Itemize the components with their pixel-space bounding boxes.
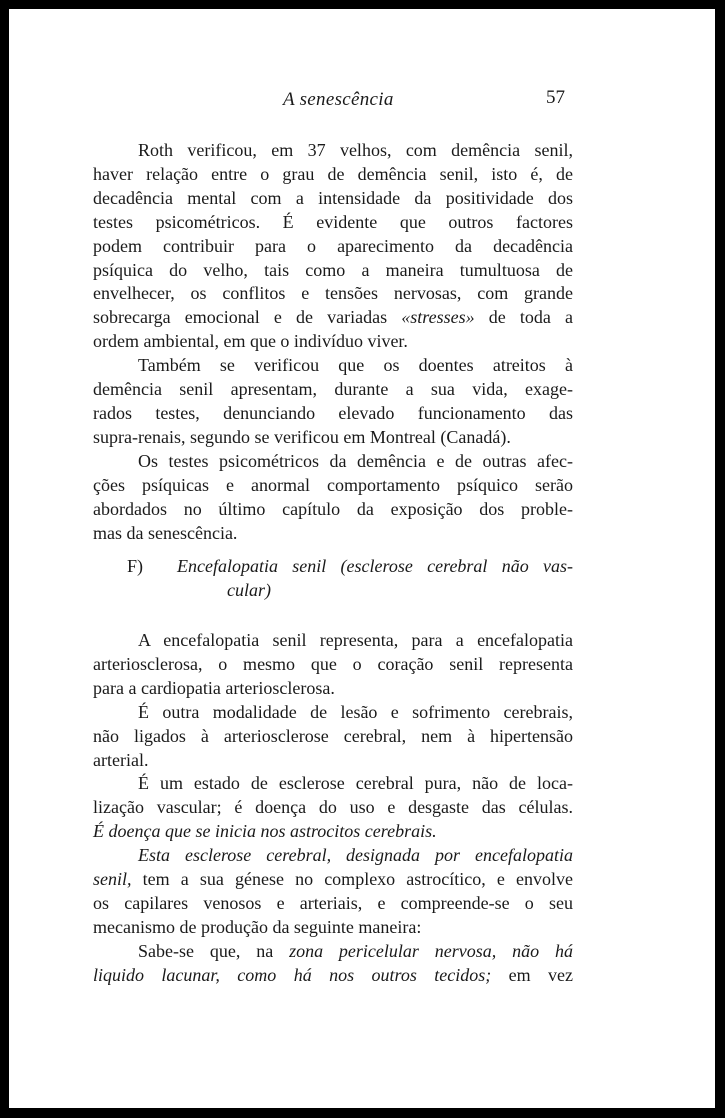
text-line: Esta esclerose cerebral, designada por encefalopatia [138, 845, 573, 866]
text-line: demência senil apresentam, durante a sua vida, exage- [93, 379, 573, 400]
paragraph [93, 701, 573, 773]
text-line: decadência mental com a intensidade da positividade dos [93, 187, 573, 208]
text-block-encephalopathy [93, 629, 573, 988]
paragraph [93, 450, 573, 546]
text-line: Os testes psicométricos da demência e de outras afec- [138, 450, 573, 471]
text-line [93, 940, 573, 964]
text-line: não ligados à arteriosclerose cerebral, nem à hipertensão [93, 725, 573, 746]
text-line: haver relação entre o grau de demência senil, isto é, de [93, 163, 573, 184]
text-line: rados testes, denunciando elevado funcionamento das [93, 402, 573, 423]
text-run: de toda a [474, 307, 574, 328]
emphasis: «stresses» [401, 307, 475, 328]
emphasis: zona pericelular nervosa, não há [289, 940, 573, 961]
text-line: ordem ambiental, em que o indivíduo viver. [93, 331, 408, 352]
text-line [93, 964, 573, 988]
text-line: para a cardiopatia arteriosclerosa. [93, 677, 335, 698]
text-line: supra-renais, segundo se verificou em Montreal (Canadá). [93, 426, 511, 447]
document-page [9, 9, 715, 1108]
text-line: Também se verificou que os doentes atreitos à [138, 355, 573, 376]
text-line [93, 868, 573, 892]
text-line [93, 306, 573, 330]
text-line: Roth verificou, em 37 velhos, com demência senil, [138, 140, 573, 160]
text-line: os capilares venosos e arteriais, e compreende-se o seu [93, 892, 573, 913]
text-line: cular) [227, 580, 271, 600]
text-line: podem contribuir para o aparecimento da decadência [93, 235, 573, 256]
text-line: envelhecer, os conflitos e tensões nervosas, com grande [93, 283, 573, 304]
text-line: mecanismo de produção da seguinte maneira: [93, 916, 422, 937]
text-run: sobrecarga emocional e de variadas [93, 307, 402, 328]
text-block-senile-dementia [93, 139, 573, 545]
page-number: 57 [546, 87, 565, 108]
text-line: arteriosclerosa, o mesmo que o coração senil representa [93, 653, 573, 674]
text-line: lização vascular; é doença do uso e desgaste das células. [93, 797, 573, 818]
paragraph [93, 844, 573, 940]
paragraph [93, 772, 573, 844]
running-title: A senescência [283, 89, 394, 110]
text-line: abordados no último capítulo da exposição dos proble- [93, 498, 573, 519]
text-line: arterial. [93, 749, 149, 770]
text-line: É um estado de esclerose cerebral pura, não de loca- [138, 773, 573, 794]
section-letter: F) [127, 556, 144, 576]
paragraph [93, 139, 573, 354]
text-run: tem a sua génese no complexo astrocítico, e envolve [131, 869, 573, 890]
emphasis: liquido lacunar, como há nos outros tecidos; [93, 964, 492, 985]
paragraph [93, 629, 573, 701]
text-line: Encefalopatia senil (esclerose cerebral não vas- [177, 556, 573, 576]
text-line: testes psicométricos. É evidente que outros factores [93, 211, 573, 232]
text-line: É doença que se inicia nos astrocitos cerebrais. [93, 821, 437, 842]
paragraph [93, 354, 573, 450]
text-line: mas da senescência. [93, 522, 238, 543]
text-run: em vez [491, 964, 574, 985]
text-line: psíquica do velho, tais como a maneira tumultuosa de [93, 259, 573, 280]
text-line: A encefalopatia senil representa, para a encefalopatia [138, 630, 573, 650]
text-line: É outra modalidade de lesão e sofrimento cerebrais, [138, 701, 573, 722]
section-title [177, 554, 573, 602]
text-run: Sabe-se que, na [138, 940, 290, 961]
page-header [93, 89, 573, 117]
emphasis: senil, [93, 869, 132, 890]
text-line: ções psíquicas e anormal comportamento psíquico serão [93, 474, 573, 495]
paragraph [93, 940, 573, 988]
